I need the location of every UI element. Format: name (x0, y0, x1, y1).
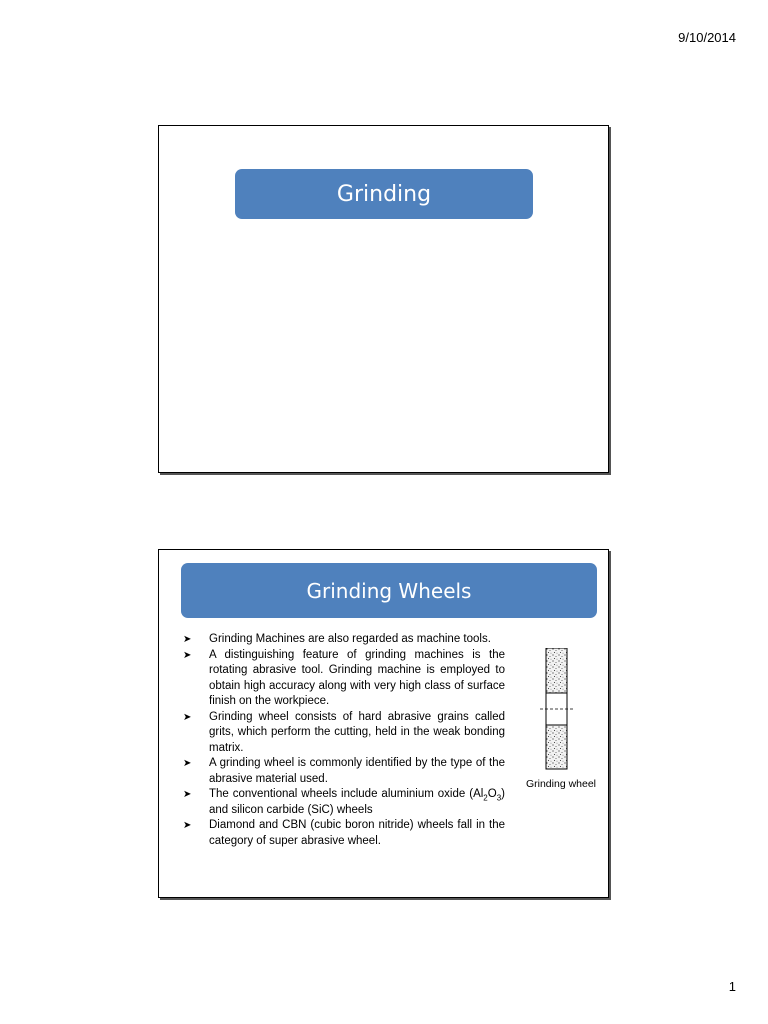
arrow-bullet-icon: ➤ (183, 789, 192, 800)
slide-title: Grinding (235, 169, 533, 219)
list-item: ➤ Diamond and CBN (cubic boron nitride) wheels fall in the category of super abrasive wheel. (183, 819, 505, 847)
bullet-list (183, 632, 505, 849)
slide-grinding-wheels (158, 549, 609, 898)
slide-title: Grinding Wheels (181, 563, 597, 618)
list-item: ➤ The conventional wheels include aluminium oxide $(Al_2O_3)$ and silicon carbide (SiC) wheels (183, 788, 505, 816)
chemical-formula: $(Al_2O_3)$ and silicon carbide (SiC) wheels (209, 788, 505, 816)
grinding-wheel-icon (540, 648, 584, 770)
arrow-bullet-icon: ➤ (183, 820, 192, 831)
arrow-bullet-icon: ➤ (183, 649, 192, 661)
list-item: ➤ Grinding wheel consists of hard abrasive grains called grits, which perform the cutting, held in the weak bonding matrix. (183, 710, 505, 754)
slide-grinding (158, 125, 609, 473)
arrow-bullet-icon: ➤ (183, 758, 192, 769)
figure-caption: Grinding wheel (525, 778, 597, 790)
arrow-bullet-icon: ➤ (183, 634, 192, 645)
arrow-bullet-icon: ➤ (183, 711, 192, 723)
list-item: ➤ Grinding Machines are also regarded as machine tools. (183, 632, 505, 648)
page-date: 9/10/2014 (678, 30, 736, 45)
list-item: ➤ A distinguishing feature of grinding machines is the rotating abrasive tool. Grinding machine is employed to obtain high accuracy along with very high class of surface finish on the workpiece. (183, 648, 505, 707)
page-number: 1 (728, 979, 736, 994)
list-item: ➤ A grinding wheel is commonly identified by the type of the abrasive material used. (183, 757, 505, 785)
